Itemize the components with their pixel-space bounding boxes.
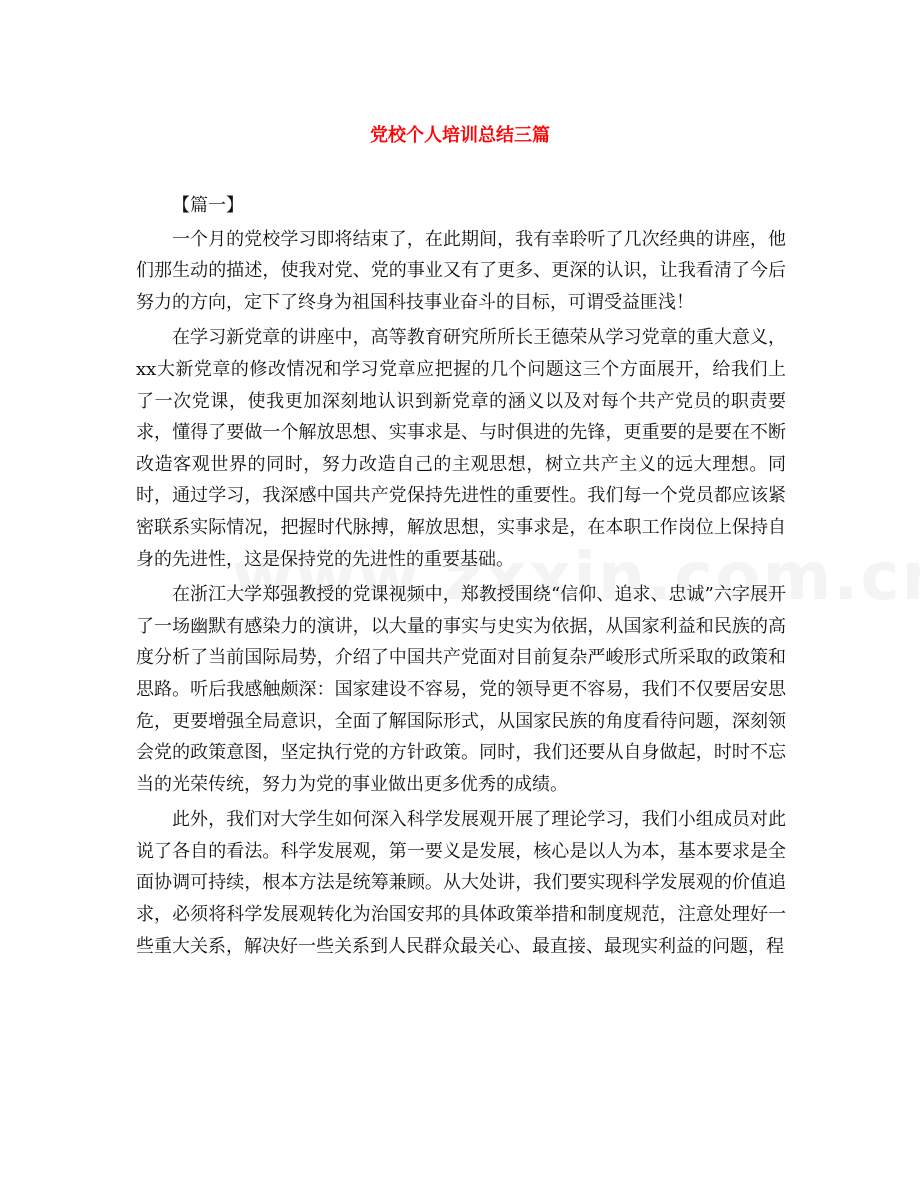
- paragraph: 在学习新党章的讲座中，高等教育研究所所长王德荣从学习党章的重大意义，xx大新党章的修改情况和学习党章应把握的几个问题这三个方面展开，给我们上了一次党课，使我更加深刻地认识到新党章的涵义以及对每个共产党员的职责要求，懂得了要做一个解放思想、实事求是、与时俱进的先锋，更重要的是要在不断改造客观世界的同时，努力改造自己的主观思想，树立共产主义的远大理想。同时，通过学习，我深感中国共产党保持先进性的重要性。我们每一个党员都应该紧密联系实际情况，把握时代脉搏，解放思想，实事求是，在本职工作岗位上保持自身的先进性，这是保持党的先进性的重要基础。: [136, 327, 786, 570]
- paragraph: 此外，我们对大学生如何深入科学发展观开展了理论学习，我们小组成员对此说了各自的看法。科学发展观，第一要义是发展，核心是以人为本，基本要求是全面协调可持续，根本方法是统筹兼顾。从大处讲，我们要实现科学发展观的价值追求，必须将科学发展观转化为治国安邦的具体政策举措和制度规范，注意处理好一些重大关系，解决好一些关系到人民群众最关心、最直接、最现实利益的问题，程: [136, 809, 786, 957]
- document-title: 党校个人培训总结三篇: [370, 125, 550, 146]
- document-body: [136, 190, 786, 966]
- section-heading: 【篇一】: [172, 195, 244, 216]
- paragraph: 在浙江大学郑强教授的党课视频中，郑教授围绕“信仰、追求、忠诚”六字展开了一场幽默有感染力的演讲，以大量的事实与史实为依据，从国家利益和民族的高度分析了当前国际局势，介绍了中国共产党面对目前复杂严峻形式所采取的政策和思路。听后我感触颇深：国家建设不容易，党的领导更不容易，我们不仅要居安思危，更要增强全局意识，全面了解国际形式，从国家民族的角度看待问题，深刻领会党的政策意图，坚定执行党的方针政策。同时，我们还要从自身做起，时时不忘当的光荣传统，努力为党的事业做出更多优秀的成绩。: [136, 584, 786, 795]
- paragraph: 一个月的党校学习即将结束了，在此期间，我有幸聆听了几次经典的讲座，他们那生动的描述，使我对党、党的事业又有了更多、更深的认识，让我看清了今后努力的方向，定下了终身为祖国科技事业奋斗的目标，可谓受益匪浅！: [136, 228, 786, 313]
